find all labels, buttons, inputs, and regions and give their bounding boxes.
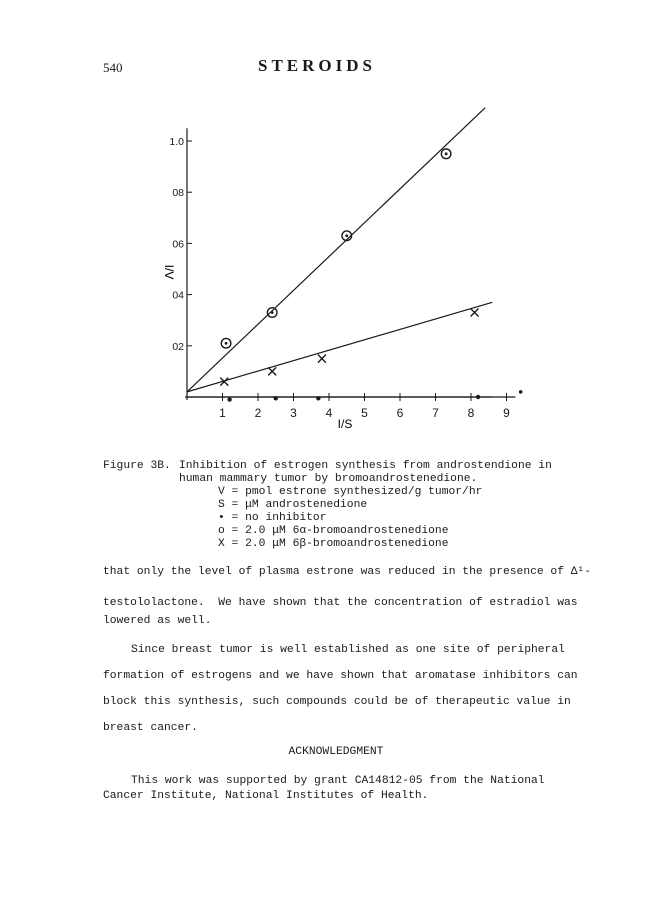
figure-label: Figure 3B.	[103, 460, 171, 472]
acknowledgment-line-1: This work was supported by grant CA14812-05 from the National	[131, 775, 545, 787]
caption-line-7: X = 2.0 μM 6β-bromoandrostenedione	[218, 538, 449, 550]
x-marker	[318, 355, 326, 363]
body-text-line: that only the level of plasma estrone was reduced in the presence of Δ¹-	[103, 566, 592, 578]
stray-dot	[519, 390, 523, 394]
dot-marker	[274, 396, 278, 400]
x-tick-label: 2	[254, 406, 262, 420]
x-tick-label: 8	[467, 406, 475, 420]
caption-line-4: S = μM androstenedione	[218, 499, 368, 511]
acknowledgment-line-2: Cancer Institute, National Institutes of Health.	[103, 790, 429, 802]
x-tick-label: 1	[219, 406, 226, 420]
y-tick-label: 02	[172, 340, 184, 353]
journal-title: STEROIDS	[258, 56, 376, 75]
body-text-line: formation of estrogens and we have shown that aromatase inhibitors can	[103, 670, 578, 682]
circle-marker-center	[271, 311, 274, 314]
circle-marker-center	[345, 234, 348, 237]
dot-marker	[476, 395, 480, 399]
page-number: 540	[103, 60, 123, 75]
circle-marker-center	[445, 152, 448, 155]
x-tick-label: 9	[503, 406, 510, 420]
body-text-line: lowered as well.	[103, 615, 212, 627]
caption-line-3: V = pmol estrone synthesized/g tumor/hr	[218, 486, 483, 498]
x-marker	[268, 367, 276, 375]
circle-marker-center	[225, 342, 228, 345]
y-tick-label: 04	[172, 289, 184, 302]
x-tick-label: 3	[290, 406, 297, 420]
x-axis-label: I/S	[337, 417, 353, 431]
y-tick-label: 08	[172, 187, 184, 200]
body-text-line: testololactone. We have shown that the concentration of estradiol was	[103, 597, 578, 609]
x-tick-label: 4	[325, 406, 333, 420]
lineweaver-burk-chart	[0, 0, 672, 440]
y-tick-label: 06	[172, 238, 184, 251]
x-tick-label: 7	[432, 406, 439, 420]
body-text-line: block this synthesis, such compounds could be of therapeutic value in	[103, 696, 571, 708]
body-text-line: breast cancer.	[103, 722, 198, 734]
y-tick-label: 1.0	[169, 136, 184, 148]
acknowledgment-heading: ACKNOWLEDGMENT	[288, 746, 384, 758]
caption-line-2: human mammary tumor by bromoandrostenedione.	[179, 473, 478, 485]
body-text-line: Since breast tumor is well established as one site of peripheral	[131, 644, 565, 656]
caption-line-5: • = no inhibitor	[218, 512, 327, 524]
dot-marker	[316, 396, 320, 400]
y-axis-label: I/V	[162, 264, 176, 280]
series-line	[187, 302, 492, 392]
caption-line-1: Inhibition of estrogen synthesis from androstendione in	[179, 460, 552, 472]
dot-marker	[227, 397, 231, 401]
x-tick-label: 6	[396, 406, 404, 420]
x-tick-label: 5	[361, 406, 368, 420]
series-line	[187, 108, 485, 392]
x-marker	[471, 309, 479, 317]
caption-line-6: o = 2.0 μM 6α-bromoandrostenedione	[218, 525, 449, 537]
